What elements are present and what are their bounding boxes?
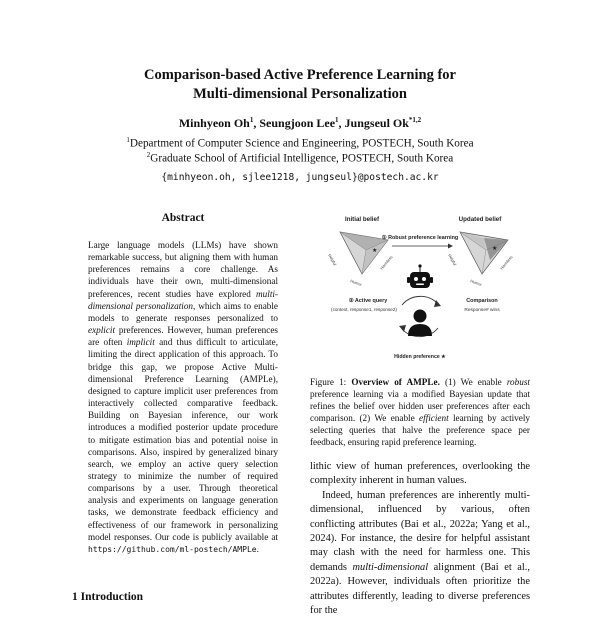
overview-figure	[310, 210, 530, 370]
paragraph: lithic view of human preferences, overlooking the complexity inherent in human values.	[310, 461, 530, 487]
arrow-icon	[399, 325, 406, 332]
user-icon	[408, 310, 432, 337]
comparison-label: Comparison	[466, 298, 498, 304]
figure-caption: Figure 1: Overview of AMPLe. (1) We enable robust preference learning via a modified Bayesian update that refines the belief over hidden user preferences after each comparison. (2) We enable efficient learning by actively selecting queries that halve the preference space per feedback, ensuring rapid preference learning.	[310, 377, 530, 448]
star-icon: ★	[372, 248, 378, 254]
active-query-subtext: (context, response1, response2)	[331, 307, 397, 312]
updated-belief-label: Updated belief	[458, 216, 502, 223]
robot-icon	[407, 264, 433, 288]
axis-label-helpful: Helpful	[447, 253, 458, 267]
star-icon: ★	[492, 246, 498, 252]
initial-belief-label: Initial belief	[344, 216, 380, 223]
abstract-body: Large language models (LLMs) have shown remarkable success, but aligning them with human preferences remains a core challenge. As individuals have their own, multi-dimensional preferences, recent studies have explored multi-dimensional personalization, which aims to enable models to generate responses personalized to explicit preferences. However, human preferences are often implicit and thus difficult to articulate, limiting the direct application of this approach. To bridge this gap, we propose Active Multi-dimensional Preference Learning (AMPLe), designed to capture implicit user preferences from interactively collected comparative feedback. Building on Bayesian inference, our work introduces a modified posterior update procedure to mitigate estimation bias and potential noise in comparisons. Also, inspired by generalized binary search, we employ an active query selection strategy to minimize the number of required comparisons by a user. Through theoretical analysis and experiments on language generation tasks, we demonstrate feedback efficiency and effectiveness of our framework in personalizing model responses. Our code is publicly available at https://github.com/ml-postech/AMPLe.	[88, 240, 278, 554]
title-line-2: Multi-dimensional Personalization	[193, 86, 407, 102]
affiliation: $^1$Department of Computer Science and Engineering, POSTECH, South Korea	[126, 136, 474, 150]
affiliation: $^2$Graduate School of Artificial Intelligence, POSTECH, South Korea	[146, 151, 454, 165]
author-email: {minhyeon.oh, sjlee1218, jungseul}@postech.ac.kr	[161, 172, 439, 183]
hidden-preference-label: Hidden preference ★	[394, 354, 446, 360]
axis-label-harmless: Harmless	[498, 254, 514, 271]
author-sup: *1,2	[408, 116, 422, 124]
active-query-label: ② Active query	[348, 298, 388, 304]
paper-title	[0, 66, 600, 104]
paragraph: Indeed, human preferences are inherently multi-dimensional, influenced by various, often conflicting attributes (Bai et al., 2022a; Yang et al., 2024). For instance, the desire for helpful assistant may clash with the need for harmless one. This demands multi-dimensional alignment (Bai et al., 2022a). However, individuals often prioritize the attributes differently, leading to diverse preferences for the	[310, 489, 530, 617]
title-line-1: Comparison-based Active Preference Learning for	[144, 67, 456, 83]
axis-label-helpful: Helpful	[327, 253, 338, 267]
abstract-heading: Abstract	[161, 212, 205, 224]
author-name: Seungjoon Lee	[259, 116, 336, 130]
robust-learning-label: ① Robust preference learning	[381, 235, 459, 241]
axis-label-humor: Humor	[349, 278, 363, 288]
section-heading: 1 Introduction	[72, 591, 144, 603]
author-list: Minhyeon Oh$^1$, Seungjoon Lee$^1$, Jungseul Ok$^{*1,2}$	[178, 116, 422, 130]
intro-body	[310, 460, 530, 618]
axis-label-harmless: Harmless	[378, 254, 394, 271]
arrow-right-icon	[448, 244, 453, 249]
author-name: Jungseul Ok	[344, 116, 409, 130]
comparison-subtext: Response# wins	[464, 308, 500, 313]
code-url-link[interactable]: https://github.com/ml-postech/AMPLe	[88, 544, 257, 554]
author-sup: 1	[335, 116, 339, 124]
author-sup: 1	[249, 116, 254, 124]
author-name: Minhyeon Oh	[178, 116, 250, 130]
axis-label-humor: Humor	[469, 278, 483, 288]
